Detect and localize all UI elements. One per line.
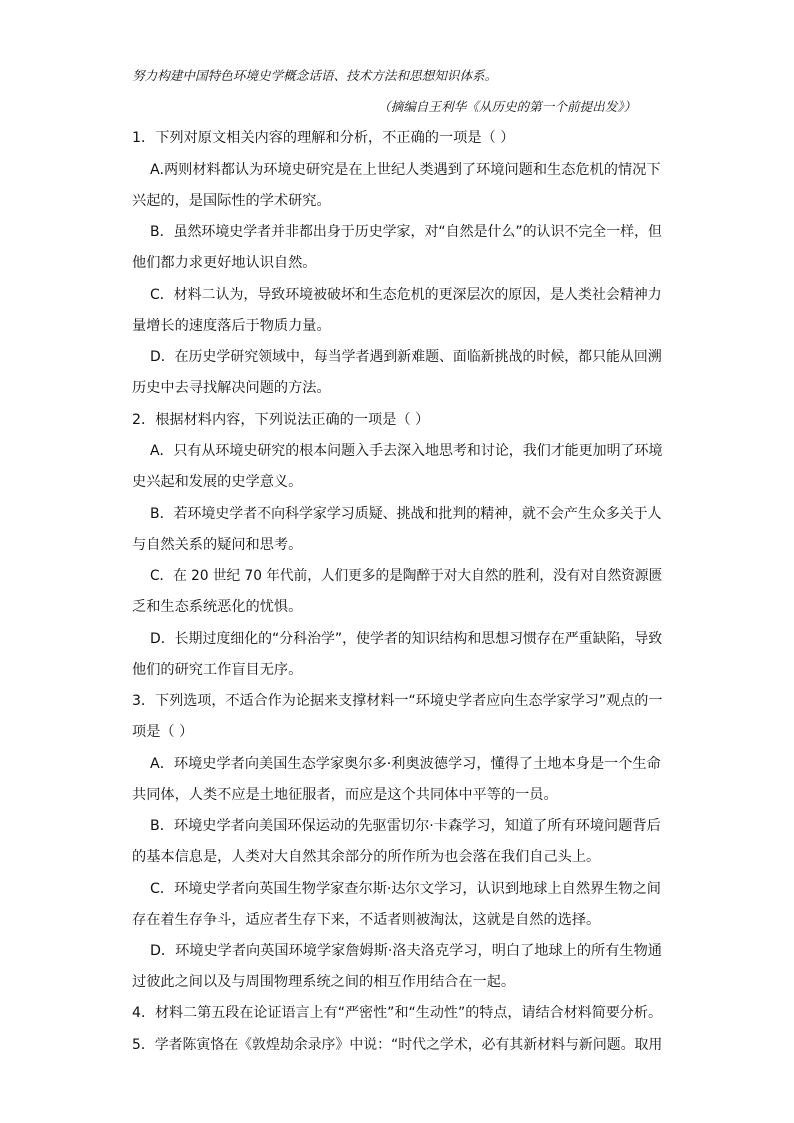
q2-option-d-line1: D．长期过度细化的“分科治学”，使学者的知识结构和思想习惯存在严重缺陷，导致: [150, 631, 663, 647]
q2-option-b-line1: B．若环境史学者不向科学家学习质疑、挑战和批判的精神，就不会产生众多关于人: [150, 506, 662, 522]
q1-option-d-line1: D．在历史学研究领域中，每当学者遇到新难题、面临新挑战的时候，都只能从回溯: [150, 349, 662, 365]
q2-option-a-line1: A．只有从环境史研究的根本问题入手去深入地思考和讨论，我们才能更加明了环境: [150, 443, 663, 459]
q3-option-c-line2: 存在着生存争斗，适应者生存下来，不适者则被淘汰，这就是自然的选择。: [132, 912, 601, 928]
q1-option-d-line2: 历史中去寻找解决问题的方法。: [132, 380, 331, 396]
q3-option-c-line1: C．环境史学者向英国生物学家查尔斯·达尔文学习，认识到地球上自然界生物之间: [150, 881, 661, 897]
q3-option-a-line2: 共同体，人类不应是土地征服者，而应是这个共同体中平等的一员。: [132, 787, 558, 803]
q2-option-d-line2: 他们的研究工作盲目无序。: [132, 662, 303, 678]
q1-option-a-line1: A.两则材料都认为环境史研究是在上世纪人类遇到了环境问题和生态危机的情况下: [150, 162, 661, 178]
source-citation: （摘编自王利华《从历史的第一个前提出发》）: [378, 99, 637, 114]
q1-option-c-line2: 量增长的速度落后于物质力量。: [132, 318, 331, 334]
q2-option-a-line2: 史兴起和发展的史学意义。: [132, 474, 303, 490]
q1-option-b-line2: 他们都力求更好地认识自然。: [132, 255, 317, 271]
question-3-stem-line2: 项是（ ）: [132, 724, 194, 740]
question-3-stem-line1: 3．下列选项，不适合作为论据来支撑材料一“环境史学者应向生态学家学习”观点的一: [132, 693, 663, 709]
q3-option-a-line1: A．环境史学者向美国生态学家奥尔多·利奥波德学习，懂得了土地本身是一个生命: [150, 756, 661, 772]
question-2-stem: 2．根据材料内容，下列说法正确的一项是（ ）: [132, 412, 430, 428]
q3-option-d-line1: D．环境史学者向英国环境学家詹姆斯·洛夫洛克学习，明白了地球上的所有生物通: [150, 943, 662, 959]
q3-option-b-line1: B．环境史学者向美国环保运动的先驱雷切尔·卡森学习，知道了所有环境问题背后: [150, 818, 661, 834]
q1-option-b-line1: B．虽然环境史学者并非都出身于历史学家，对“自然是什么”的认识不完全一样，但: [150, 224, 662, 240]
question-1-stem: 1．下列对原文相关内容的理解和分析，不正确的一项是（ ）: [132, 130, 515, 146]
q2-option-c-line1: C．在 20 世纪 70 年代前，人们更多的是陶醉于对大自然的胜利，没有对自然资源匮: [150, 568, 663, 584]
q1-option-c-line1: C．材料二认为，导致环境被破坏和生态危机的更深层次的原因，是人类社会精神力: [150, 287, 662, 303]
q3-option-d-line2: 过彼此之间以及与周围物理系统之间的相互作用结合在一起。: [132, 974, 516, 990]
q2-option-c-line2: 乏和生态系统恶化的忧惧。: [132, 599, 303, 615]
q2-option-b-line2: 与自然关系的疑问和思考。: [132, 537, 303, 553]
intro-sentence: 努力构建中国特色环境史学概念话语、技术方法和思想知识体系。: [132, 68, 498, 83]
q3-option-b-line2: 的基本信息是，人类对大自然其余部分的所作所为也会落在我们自己头上。: [132, 849, 601, 865]
q1-option-a-line2: 兴起的，是国际性的学术研究。: [132, 193, 331, 209]
question-4-stem: 4．材料二第五段在论证语言上有“严密性”和“生动性”的特点，请结合材料简要分析。: [132, 1005, 663, 1021]
question-5-stem: 5．学者陈寅恪在《敦煌劫余录序》中说：“时代之学术，必有其新材料与新问题。取用: [132, 1037, 663, 1053]
